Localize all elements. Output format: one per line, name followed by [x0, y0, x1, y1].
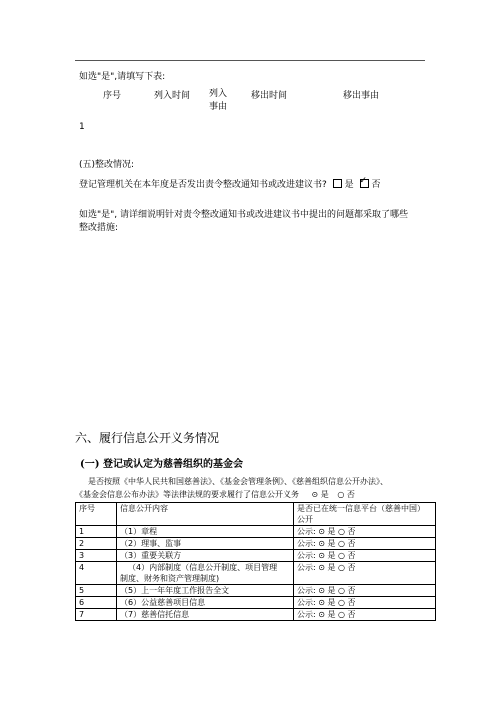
row-content-multiline	[117, 562, 294, 585]
row-content: （3）重要关联方	[117, 550, 294, 562]
col-header-list-time: 列入时间	[154, 91, 191, 101]
para-radio-yes[interactable]: ⊙ 是	[311, 490, 329, 499]
info-disclosure-table	[75, 502, 436, 621]
row-status[interactable]: 公示: ⊙ 是 ○ 否	[294, 609, 436, 621]
compliance-paragraph-1: 是否按照《中华人民共和国慈善法》、《基金会管理条例》、《慈善组织信息公开办法》、	[88, 477, 388, 486]
compliance-paragraph-2-text: 《基金会信息公布办法》等法律法规的要求履行了信息公开义务	[75, 490, 299, 499]
row-status[interactable]: 公示: ⊙ 是 ○ 否	[294, 597, 436, 609]
table-header-row	[76, 503, 436, 526]
th-status: 是否已在统一信息平台（慈善中国）公开	[294, 503, 436, 526]
yes-checkbox[interactable]	[333, 179, 342, 188]
col-header-remove-reason: 移出事由	[343, 91, 380, 101]
row-no: 5	[76, 585, 117, 597]
th-content: 信息公开内容	[117, 503, 294, 526]
rectification-question: 登记管理机关在本年度是否发出责令整改通知书或改进建议书?	[79, 180, 327, 190]
th-no: 序号	[76, 503, 117, 526]
table-row	[76, 526, 436, 538]
no-label: 否	[371, 180, 381, 190]
col-header-list-reason: 列入事由	[209, 89, 228, 112]
col-header-no: 序号	[103, 91, 122, 101]
table-row-number: 1	[79, 122, 85, 132]
section-title: 六、履行信息公开义务情况	[75, 431, 220, 445]
yes-label: 是	[344, 180, 354, 190]
compliance-paragraph-2	[75, 489, 355, 500]
row-no: 6	[76, 597, 117, 609]
row-content: （6）公益慈善项目信息	[117, 597, 294, 609]
table-row	[76, 550, 436, 562]
row-content: （2）理事、监事	[117, 538, 294, 550]
row-no: 7	[76, 609, 117, 621]
row-no: 3	[76, 550, 117, 562]
if-yes-detail-cont: 整改措施:	[79, 223, 119, 233]
row-status[interactable]: 公示: ⊙ 是 ○ 否	[294, 585, 436, 597]
para-radio-no[interactable]: ○ 否	[337, 490, 355, 499]
row-content-line2: 制度、财务和资产管理制度)	[120, 574, 220, 583]
table-row	[76, 609, 436, 621]
row-no: 4	[76, 562, 117, 585]
row-no: 1	[76, 526, 117, 538]
row-content: （7）慈善信托信息	[117, 609, 294, 621]
row-status[interactable]: 公示: ⊙ 是 ○ 否	[294, 562, 436, 585]
row-status[interactable]: 公示: ⊙ 是 ○ 否	[294, 550, 436, 562]
section-subtitle: (一) 登记或认定为慈善组织的基金会	[80, 459, 243, 470]
row-no: 2	[76, 538, 117, 550]
table-row	[76, 597, 436, 609]
no-checkbox[interactable]	[360, 179, 369, 188]
row-content: （5）上一年年度工作报告全文	[117, 585, 294, 597]
row-content-line1: （4）内部制度（信息公开制度、项目管理	[128, 563, 278, 572]
col-header-remove-time: 移出时间	[251, 91, 288, 101]
row-status[interactable]: 公示: ⊙ 是 ○ 否	[294, 538, 436, 550]
top-rule	[75, 60, 425, 61]
rectification-heading: (五)整改情况:	[79, 160, 135, 170]
row-status[interactable]: 公示: ⊙ 是 ○ 否	[294, 526, 436, 538]
table-row	[76, 585, 436, 597]
if-yes-detail: 如选"是", 请详细说明针对责令整改通知书或改进建议书中提出的问题都采取了哪些	[79, 210, 409, 220]
table-row	[76, 538, 436, 550]
if-yes-fill-text: 如选"是",请填写下表:	[79, 72, 166, 82]
row-content: （1）章程	[117, 526, 294, 538]
rectification-question-line	[79, 177, 381, 190]
table-row	[76, 562, 436, 585]
